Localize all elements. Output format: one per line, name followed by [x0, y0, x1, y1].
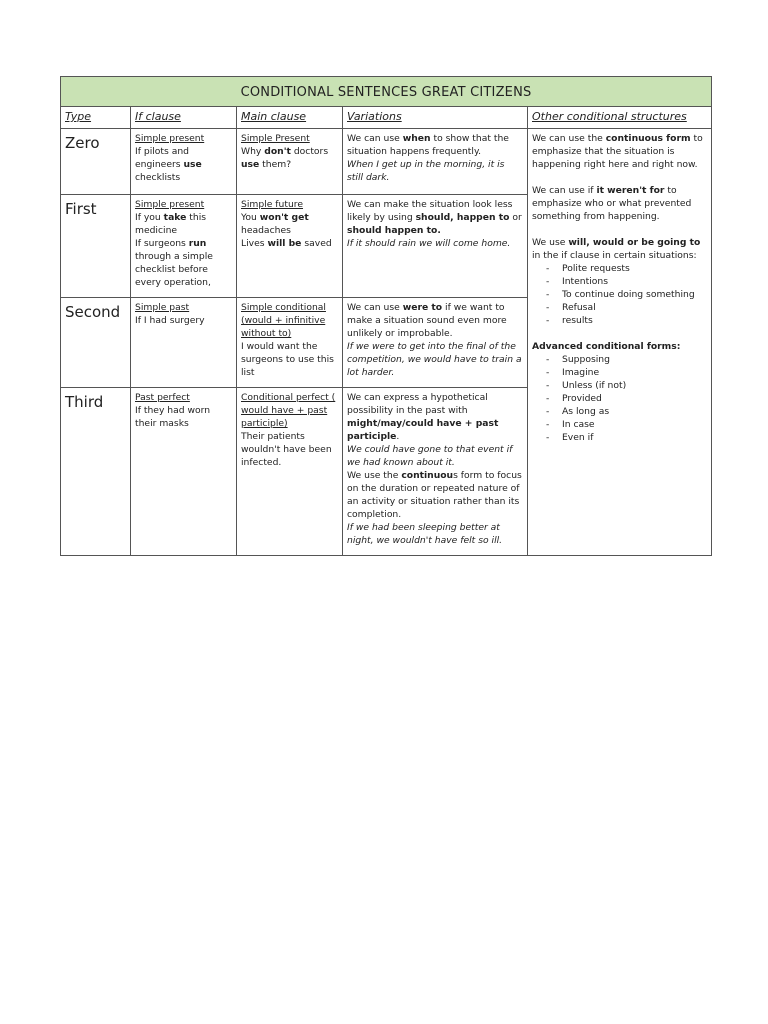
- tense-label: Simple Present: [241, 133, 310, 144]
- list-item: - Imagine: [546, 366, 707, 379]
- example-text: Lives will be saved: [241, 238, 332, 249]
- variation-text: We can make the situation look less likely by using should, happen to or should happen to.: [347, 199, 522, 236]
- advanced-forms-title: Advanced conditional forms:: [532, 341, 681, 352]
- if-clause-first: [131, 195, 237, 298]
- variation-example: If we were to get into the final of the competition, we would have to train a lot harder.: [347, 341, 522, 378]
- main-clause-zero: [237, 129, 343, 195]
- if-clause-third: [131, 388, 237, 556]
- example-text: Why don't doctors use them?: [241, 146, 329, 170]
- tense-label: Simple present: [135, 133, 205, 144]
- variation-text: We use the continuous form to focus on the duration or repeated nature of an activity or situation rather than its completion.: [347, 470, 522, 520]
- variation-example: If we had been sleeping better at night, we wouldn't have felt so ill.: [347, 522, 503, 546]
- header-row: [61, 107, 712, 129]
- list-item: - Provided: [546, 392, 707, 405]
- situations-list: [532, 262, 707, 327]
- type-third: Third: [61, 388, 131, 556]
- tense-label: Simple future: [241, 199, 304, 210]
- variation-example: If it should rain we will come home.: [347, 238, 511, 249]
- example-text: If surgeons run through a simple checklist before every operation,: [135, 238, 213, 288]
- list-item: - As long as: [546, 405, 707, 418]
- header-main-clause: Main clause: [237, 107, 343, 129]
- table-title: CONDITIONAL SENTENCES GREAT CITIZENS: [61, 77, 712, 107]
- other-paragraph-2: We can use if it weren't for to emphasize who or what prevented something from happening.: [532, 185, 692, 222]
- header-variations: Variations: [343, 107, 528, 129]
- header-other-structures: Other conditional structures: [528, 107, 712, 129]
- list-item: - Refusal: [546, 301, 707, 314]
- variations-second: [343, 298, 528, 388]
- list-item: - Polite requests: [546, 262, 707, 275]
- tense-label: Past perfect: [135, 392, 190, 403]
- type-second: Second: [61, 298, 131, 388]
- conditional-sentences-table: [60, 76, 712, 556]
- tense-label: Simple present: [135, 199, 205, 210]
- table-row-zero: [61, 129, 712, 195]
- other-structures-cell: [528, 129, 712, 556]
- list-item: - Even if: [546, 431, 707, 444]
- list-item: - In case: [546, 418, 707, 431]
- main-clause-first: [237, 195, 343, 298]
- example-text: Their patients wouldn't have been infected.: [241, 431, 332, 468]
- type-first: First: [61, 195, 131, 298]
- example-text: If you take this medicine: [135, 212, 207, 236]
- header-if-clause: If clause: [131, 107, 237, 129]
- other-paragraph-3: We use will, would or be going to in the if clause in certain situations:: [532, 237, 701, 261]
- list-item: - Supposing: [546, 353, 707, 366]
- variation-example: When I get up in the morning, it is still dark.: [347, 159, 505, 183]
- example-text: You won't get headaches: [241, 212, 309, 236]
- tense-label: Conditional perfect ( would have + past participle): [241, 392, 336, 429]
- example-text: I would want the surgeons to use this list: [241, 341, 334, 378]
- main-clause-third: [237, 388, 343, 556]
- variation-example: We could have gone to that event if we had known about it.: [347, 444, 513, 468]
- tense-label: Simple past: [135, 302, 190, 313]
- variation-text: We can use were to if we want to make a situation sound even more unlikely or improbable.: [347, 302, 507, 339]
- if-clause-zero: [131, 129, 237, 195]
- list-item: - Unless (if not): [546, 379, 707, 392]
- if-clause-second: [131, 298, 237, 388]
- example-text: If they had worn their masks: [135, 405, 211, 429]
- tense-label: Simple conditional (would + infinitive without to): [241, 302, 326, 339]
- advanced-forms-list: [532, 353, 707, 444]
- variations-first: [343, 195, 528, 298]
- example-text: If I had surgery: [135, 315, 205, 326]
- type-zero: Zero: [61, 129, 131, 195]
- list-item: - Intentions: [546, 275, 707, 288]
- other-paragraph-1: We can use the continuous form to emphasize that the situation is happening right here and right now.: [532, 133, 703, 170]
- variations-third: [343, 388, 528, 556]
- variation-text: We can express a hypothetical possibility in the past with might/may/could have + past participle.: [347, 392, 499, 442]
- variations-zero: [343, 129, 528, 195]
- header-type: Type: [61, 107, 131, 129]
- main-clause-second: [237, 298, 343, 388]
- list-item: - results: [546, 314, 707, 327]
- list-item: - To continue doing something: [546, 288, 707, 301]
- example-text: If pilots and engineers use checklists: [135, 146, 202, 183]
- variation-text: We can use when to show that the situation happens frequently.: [347, 133, 509, 157]
